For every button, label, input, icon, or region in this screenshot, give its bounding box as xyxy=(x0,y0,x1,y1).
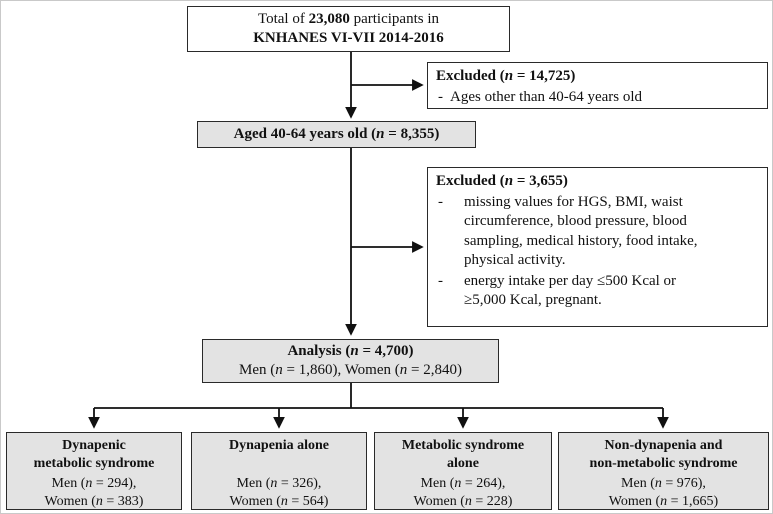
analysis-line-2: Men (n = 1,860), Women (n = 2,840) xyxy=(239,362,462,378)
box-excluded-missing xyxy=(427,167,768,327)
box-outcome-dynapenia-alone xyxy=(191,432,367,510)
outcome-1-title xyxy=(7,437,181,475)
outcome-1-men-count: Men (n = 294), xyxy=(51,476,137,491)
outcome-2-men-count: Men (n = 326), xyxy=(236,476,322,491)
outcome-2-title xyxy=(192,437,366,475)
outcome-3-title-line-1: Metabolic syndrome xyxy=(401,438,525,453)
excluded-missing-item-1-text: missing values for HGS, BMI, waist circumference, blood pressure, blood sampling, medical history, food intake, physical activity. xyxy=(464,193,698,268)
box-aged-40-64 xyxy=(197,121,476,148)
excluded-age-title: Excluded (n = 14,725) xyxy=(436,68,576,84)
outcome-1-title-line-1: Dynapenic xyxy=(62,438,126,453)
excluded-missing-item-2 xyxy=(428,272,767,312)
excluded-missing-item-2-text: energy intake per day ≤500 Kcal or ≥5,000 Kcal, pregnant. xyxy=(464,272,677,308)
outcome-4-title-line-2: non-metabolic syndrome xyxy=(589,456,738,472)
outcome-4-title xyxy=(559,437,768,475)
outcome-4-women-count: Women (n = 1,665) xyxy=(608,494,719,509)
outcome-2-women-count: Women (n = 564) xyxy=(229,494,329,509)
list-dash: - xyxy=(438,272,443,289)
total-line-2: KNHANES VI-VII 2014-2016 xyxy=(253,30,444,46)
excluded-missing-item-1 xyxy=(428,193,767,272)
outcome-4-title-line-1: Non-dynapenia and xyxy=(604,438,723,453)
box-outcome-dynapenic-metabolic-syndrome xyxy=(6,432,182,510)
list-dash: - xyxy=(438,88,443,105)
excluded-age-item-text: Ages other than 40-64 years old xyxy=(450,88,643,105)
box-total-participants xyxy=(187,6,510,52)
outcome-2-title-line-1: Dynapenia alone xyxy=(229,438,329,453)
outcome-1-women-count: Women (n = 383) xyxy=(44,494,144,509)
outcome-3-women-count: Women (n = 228) xyxy=(413,494,513,509)
outcome-3-title-line-2: alone xyxy=(447,456,479,472)
outcome-4-men-count: Men (n = 976), xyxy=(621,476,706,491)
excluded-missing-title: Excluded (n = 3,655) xyxy=(436,173,568,189)
box-outcome-metabolic-syndrome-alone xyxy=(374,432,552,510)
outcome-3-men-count: Men (n = 264), xyxy=(420,476,506,491)
aged-line: Aged 40-64 years old (n = 8,355) xyxy=(233,125,440,142)
box-outcome-non-dynapenia-non-metabolic-syndrome xyxy=(558,432,769,510)
outcome-3-title xyxy=(375,437,551,475)
outcome-1-title-line-2: metabolic syndrome xyxy=(33,456,155,472)
excluded-age-item xyxy=(428,88,767,109)
box-analysis xyxy=(202,339,499,383)
list-dash: - xyxy=(438,193,443,210)
box-excluded-age xyxy=(427,62,768,109)
total-line-1: Total of 23,080 participants in xyxy=(257,10,439,27)
analysis-line-1: Analysis (n = 4,700) xyxy=(287,342,414,359)
